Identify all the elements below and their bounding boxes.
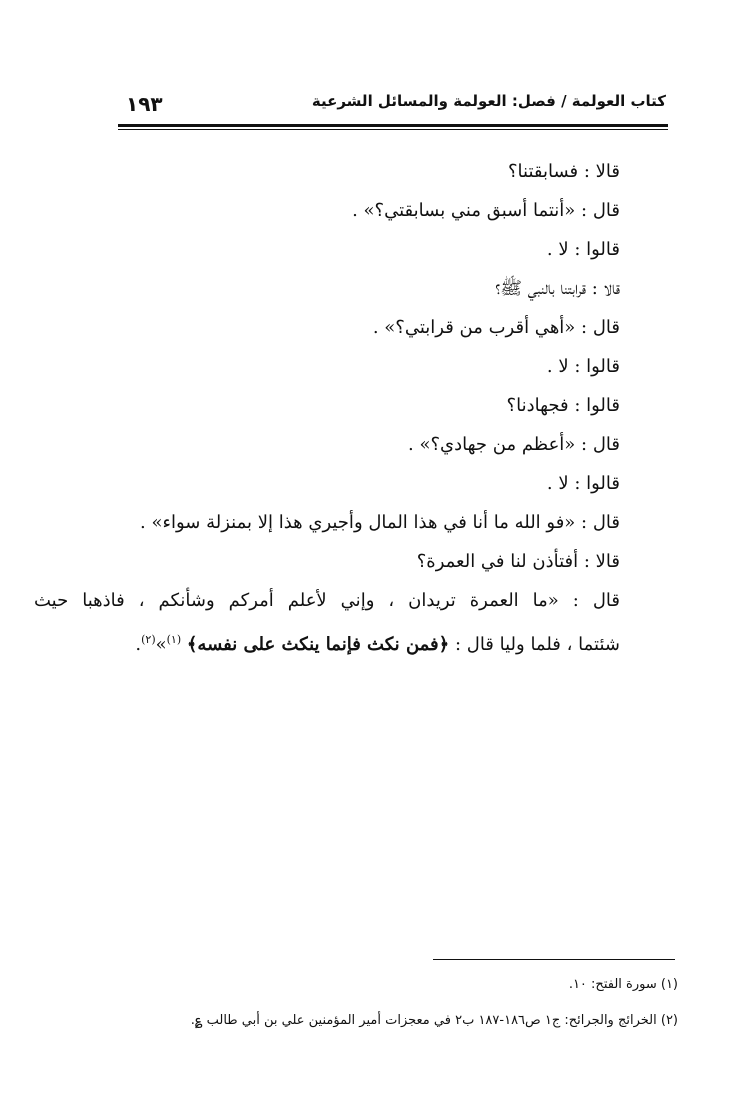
text-line: قال : «أهي أقرب من قرابتي؟» .: [372, 317, 620, 338]
footnote-separator: [433, 959, 675, 960]
quran-verse: ﴿فمن نكث فإنما ينكث على نفسه﴾: [186, 634, 450, 655]
text-line: قالوا : لا .: [546, 473, 620, 494]
last-line-prefix: شئتما ، فلما وليا قال :: [454, 634, 620, 655]
last-line-end: .: [135, 634, 142, 655]
footnote: (١) سورة الفتح: ١٠.: [568, 977, 678, 992]
header-rule-thin: [118, 129, 668, 130]
header-rule-thick: [118, 124, 668, 127]
text-line: قال : «أنتما أسبق مني بسابقتي؟» .: [352, 200, 620, 221]
text-line: قالا : فسابقتنا؟: [507, 161, 620, 182]
footnote-ref-2: (٢): [141, 633, 156, 646]
text-line: قالوا : لا .: [546, 239, 620, 260]
closing-quote: »: [155, 634, 167, 655]
text-line: قالا : أفتأذن لنا في العمرة؟: [416, 551, 620, 572]
text-line: قالوا : لا .: [546, 356, 620, 377]
text-line: قال : «فو الله ما أنا في هذا المال وأجيري هذا إلا بمنزلة سواء» .: [140, 512, 620, 533]
page-number: ١٩٣: [126, 92, 163, 116]
footnote-ref-1: (١): [166, 633, 182, 646]
body-text: [34, 152, 620, 659]
running-head: كتاب العولمة / فصل: العولمة والمسائل الشرعية: [311, 92, 666, 110]
page-header: [118, 88, 666, 118]
footnote: (٢) الخرائج والجرائح: ج١ ص١٨٦-١٨٧ ب٢ في معجزات أمير المؤمنين علي بن أبي طالب ؏.: [190, 1013, 678, 1028]
text-line: قال : «أعظم من جهادي؟» .: [408, 434, 620, 455]
text-line: قال : «ما العمرة تريدان ، وإني لأعلم أمركم وشأنكم ، فاذهبا حيث: [34, 590, 620, 611]
text-line-last: [34, 620, 620, 659]
text-line: قالوا : فجهادنا؟: [506, 395, 620, 416]
footnotes: [150, 970, 678, 1042]
text-line: قالا : قرابتنا بالنبي ﷺ؟: [495, 278, 620, 299]
